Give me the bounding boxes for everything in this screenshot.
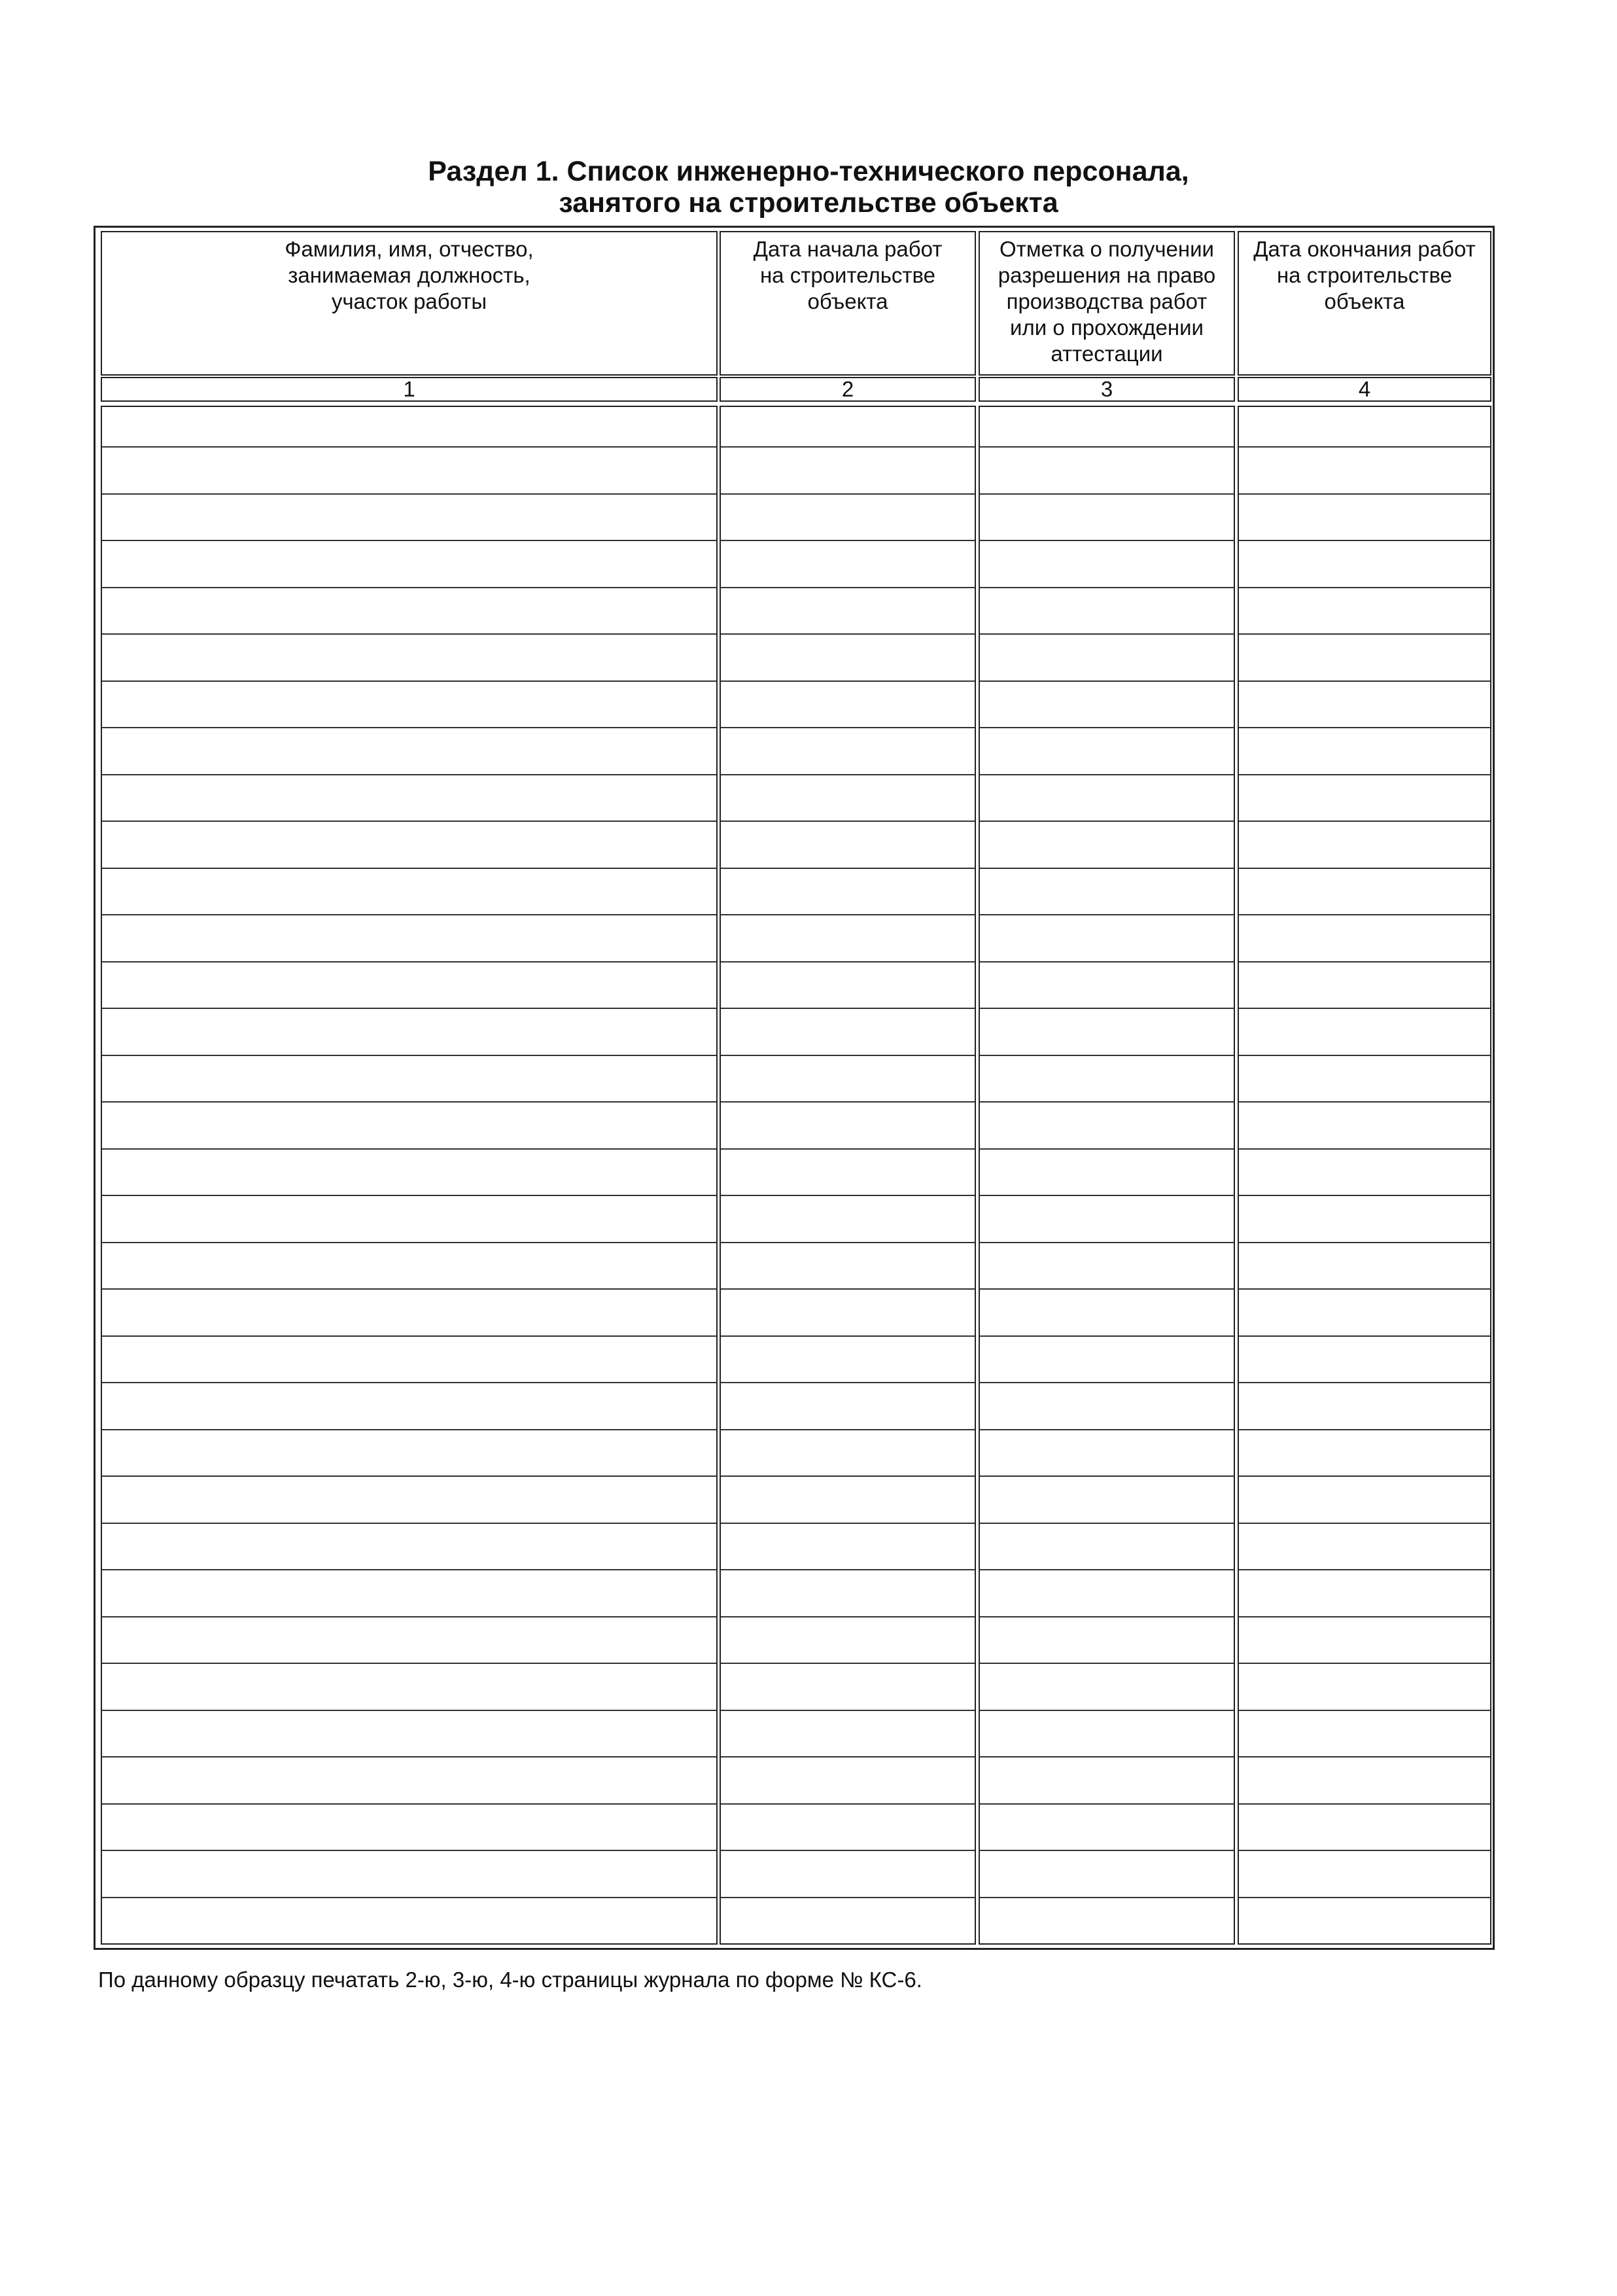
- table-row[interactable]: [1239, 869, 1490, 916]
- table-row[interactable]: [980, 1805, 1234, 1852]
- table-row[interactable]: [980, 407, 1234, 448]
- table-row[interactable]: [980, 1898, 1234, 1945]
- table-row[interactable]: [102, 915, 716, 963]
- table-row[interactable]: [102, 448, 716, 495]
- table-row[interactable]: [980, 448, 1234, 495]
- table-row[interactable]: [721, 1711, 975, 1758]
- table-row[interactable]: [721, 541, 975, 588]
- table-row[interactable]: [1239, 495, 1490, 542]
- table-row[interactable]: [721, 1617, 975, 1665]
- table-row[interactable]: [721, 1430, 975, 1477]
- table-row[interactable]: [1239, 448, 1490, 495]
- table-row[interactable]: [721, 1196, 975, 1243]
- table-row[interactable]: [102, 682, 716, 729]
- table-row[interactable]: [721, 1009, 975, 1056]
- table-row[interactable]: [102, 1430, 716, 1477]
- table-row[interactable]: [1239, 1009, 1490, 1056]
- table-row[interactable]: [980, 1711, 1234, 1758]
- column-body[interactable]: [1238, 406, 1491, 1945]
- table-row[interactable]: [102, 1290, 716, 1337]
- table-row[interactable]: [721, 1851, 975, 1898]
- header-1-line-2: занимаемая должность,: [288, 263, 530, 287]
- table-row[interactable]: [721, 1243, 975, 1290]
- column-end-date: [1238, 228, 1491, 1948]
- table-row[interactable]: [980, 635, 1234, 682]
- table-row[interactable]: [1239, 1150, 1490, 1197]
- column-start-date: [720, 228, 976, 1948]
- table-row[interactable]: [102, 822, 716, 869]
- table-row[interactable]: [980, 1150, 1234, 1197]
- table-row[interactable]: [721, 822, 975, 869]
- table-row[interactable]: [102, 1056, 716, 1103]
- table-row[interactable]: [102, 1711, 716, 1758]
- table-row[interactable]: [1239, 1430, 1490, 1477]
- table-row[interactable]: [1239, 1851, 1490, 1898]
- table-row[interactable]: [980, 775, 1234, 822]
- table-row[interactable]: [1239, 1570, 1490, 1617]
- table-row[interactable]: [980, 1009, 1234, 1056]
- column-permit-mark: [979, 228, 1235, 1948]
- table-row[interactable]: [1239, 1477, 1490, 1524]
- section-title-line-2: занятого на строительстве объекта: [559, 187, 1058, 219]
- table-row[interactable]: [1239, 1898, 1490, 1945]
- table-row[interactable]: [721, 775, 975, 822]
- table-row[interactable]: [980, 1524, 1234, 1571]
- table-row[interactable]: [721, 915, 975, 963]
- table-row[interactable]: [1239, 775, 1490, 822]
- table-row[interactable]: [721, 635, 975, 682]
- table-row[interactable]: [1239, 1805, 1490, 1852]
- table-row[interactable]: [980, 541, 1234, 588]
- section-title: [0, 156, 1617, 219]
- table-row[interactable]: [102, 1617, 716, 1665]
- table-row[interactable]: [1239, 1056, 1490, 1103]
- table-row[interactable]: [102, 1383, 716, 1430]
- table-row[interactable]: [980, 495, 1234, 542]
- table-row[interactable]: [1239, 1711, 1490, 1758]
- table-row[interactable]: [102, 963, 716, 1010]
- column-number-2: 2: [720, 377, 976, 402]
- header-1-line-1: Фамилия, имя, отчество,: [285, 237, 534, 261]
- table-row[interactable]: [980, 1477, 1234, 1524]
- table-row[interactable]: [721, 495, 975, 542]
- table-row[interactable]: [102, 1524, 716, 1571]
- footnote: По данному образцу печатать 2-ю, 3-ю, 4-ю страницы журнала по форме № КС-6.: [98, 1968, 922, 1992]
- header-3-line-1: Отметка о получении: [1000, 237, 1214, 261]
- table-row[interactable]: [1239, 1664, 1490, 1711]
- column-number-4: 4: [1238, 377, 1491, 402]
- table-row[interactable]: [980, 1243, 1234, 1290]
- section-title-line-1: Раздел 1. Список инженерно-технического персонала,: [428, 156, 1189, 187]
- table-row[interactable]: [980, 1851, 1234, 1898]
- table-row[interactable]: [1239, 1243, 1490, 1290]
- table-row[interactable]: [102, 541, 716, 588]
- table-row[interactable]: [1239, 682, 1490, 729]
- table-row[interactable]: [980, 1196, 1234, 1243]
- table-row[interactable]: [980, 1337, 1234, 1384]
- table-row[interactable]: [102, 495, 716, 542]
- table-row[interactable]: [1239, 588, 1490, 635]
- table-row[interactable]: [980, 1056, 1234, 1103]
- table-row[interactable]: [102, 1757, 716, 1805]
- table-row[interactable]: [102, 1477, 716, 1524]
- table-row[interactable]: [721, 1524, 975, 1571]
- table-row[interactable]: [1239, 1757, 1490, 1805]
- header-3-line-2: разрешения на право: [998, 263, 1216, 287]
- table-row[interactable]: [721, 588, 975, 635]
- table-row[interactable]: [721, 1664, 975, 1711]
- personnel-table: [94, 226, 1495, 1950]
- header-4-line-1: Дата окончания работ: [1253, 237, 1476, 261]
- table-row[interactable]: [102, 588, 716, 635]
- table-row[interactable]: [102, 1150, 716, 1197]
- table-row[interactable]: [1239, 1383, 1490, 1430]
- table-row[interactable]: [1239, 1617, 1490, 1665]
- column-name-position: [101, 228, 718, 1948]
- header-2-line-3: объекта: [807, 289, 888, 313]
- table-row[interactable]: [721, 1150, 975, 1197]
- table-row[interactable]: [102, 1805, 716, 1852]
- table-row[interactable]: [980, 1383, 1234, 1430]
- table-row[interactable]: [102, 1337, 716, 1384]
- header-4-line-3: объекта: [1324, 289, 1405, 313]
- table-row[interactable]: [721, 1898, 975, 1945]
- table-row[interactable]: [980, 1664, 1234, 1711]
- header-3-line-4: или о прохождении: [1010, 315, 1204, 340]
- table-row[interactable]: [980, 963, 1234, 1010]
- column-header-2: [720, 231, 976, 376]
- header-2-line-2: на строительстве: [759, 263, 936, 287]
- table-row[interactable]: [1239, 1524, 1490, 1571]
- table-row[interactable]: [1239, 728, 1490, 775]
- table-row[interactable]: [721, 448, 975, 495]
- table-row[interactable]: [721, 1383, 975, 1430]
- header-1-line-3: участок работы: [331, 289, 487, 313]
- table-row[interactable]: [1239, 1196, 1490, 1243]
- header-2-line-1: Дата начала работ: [753, 237, 943, 261]
- table-row[interactable]: [721, 963, 975, 1010]
- table-row[interactable]: [980, 682, 1234, 729]
- table-row[interactable]: [102, 1898, 716, 1945]
- table-row[interactable]: [980, 1103, 1234, 1150]
- table-row[interactable]: [102, 775, 716, 822]
- table-row[interactable]: [102, 869, 716, 916]
- table-row[interactable]: [980, 588, 1234, 635]
- column-body[interactable]: [979, 406, 1235, 1945]
- table-row[interactable]: [721, 407, 975, 448]
- table-row[interactable]: [721, 1290, 975, 1337]
- table-row[interactable]: [721, 1570, 975, 1617]
- table-row[interactable]: [980, 1290, 1234, 1337]
- table-row[interactable]: [980, 915, 1234, 963]
- table-row[interactable]: [721, 1477, 975, 1524]
- table-row[interactable]: [721, 682, 975, 729]
- table-row[interactable]: [1239, 915, 1490, 963]
- table-row[interactable]: [102, 1664, 716, 1711]
- table-row[interactable]: [1239, 822, 1490, 869]
- table-row[interactable]: [102, 407, 716, 448]
- header-4-line-2: на строительстве: [1276, 263, 1453, 287]
- table-row[interactable]: [102, 1009, 716, 1056]
- table-row[interactable]: [721, 1805, 975, 1852]
- table-row[interactable]: [1239, 407, 1490, 448]
- table-row[interactable]: [980, 1757, 1234, 1805]
- table-row[interactable]: [721, 869, 975, 916]
- table-row[interactable]: [1239, 635, 1490, 682]
- table-row[interactable]: [721, 1056, 975, 1103]
- table-row[interactable]: [1239, 963, 1490, 1010]
- table-row[interactable]: [980, 1570, 1234, 1617]
- table-row[interactable]: [721, 728, 975, 775]
- table-row[interactable]: [1239, 541, 1490, 588]
- table-row[interactable]: [980, 1617, 1234, 1665]
- table-row[interactable]: [102, 1243, 716, 1290]
- table-row[interactable]: [1239, 1337, 1490, 1384]
- header-3-line-3: производства работ: [1006, 289, 1208, 313]
- table-row[interactable]: [102, 1196, 716, 1243]
- column-header-4: [1238, 231, 1491, 376]
- table-row[interactable]: [721, 1337, 975, 1384]
- table-row[interactable]: [102, 1851, 716, 1898]
- table-row[interactable]: [980, 728, 1234, 775]
- column-header-3: [979, 231, 1235, 376]
- header-3-line-5: аттестации: [1051, 342, 1163, 366]
- table-row[interactable]: [102, 1570, 716, 1617]
- column-body[interactable]: [101, 406, 718, 1945]
- table-row[interactable]: [1239, 1290, 1490, 1337]
- table-row[interactable]: [721, 1757, 975, 1805]
- table-row[interactable]: [721, 1103, 975, 1150]
- table-row[interactable]: [102, 728, 716, 775]
- column-body[interactable]: [720, 406, 976, 1945]
- column-number-3: 3: [979, 377, 1235, 402]
- column-header-1: [101, 231, 718, 376]
- table-row[interactable]: [102, 635, 716, 682]
- table-row[interactable]: [1239, 1103, 1490, 1150]
- column-number-1: 1: [101, 377, 718, 402]
- table-row[interactable]: [980, 822, 1234, 869]
- table-row[interactable]: [102, 1103, 716, 1150]
- table-row[interactable]: [980, 1430, 1234, 1477]
- table-row[interactable]: [980, 869, 1234, 916]
